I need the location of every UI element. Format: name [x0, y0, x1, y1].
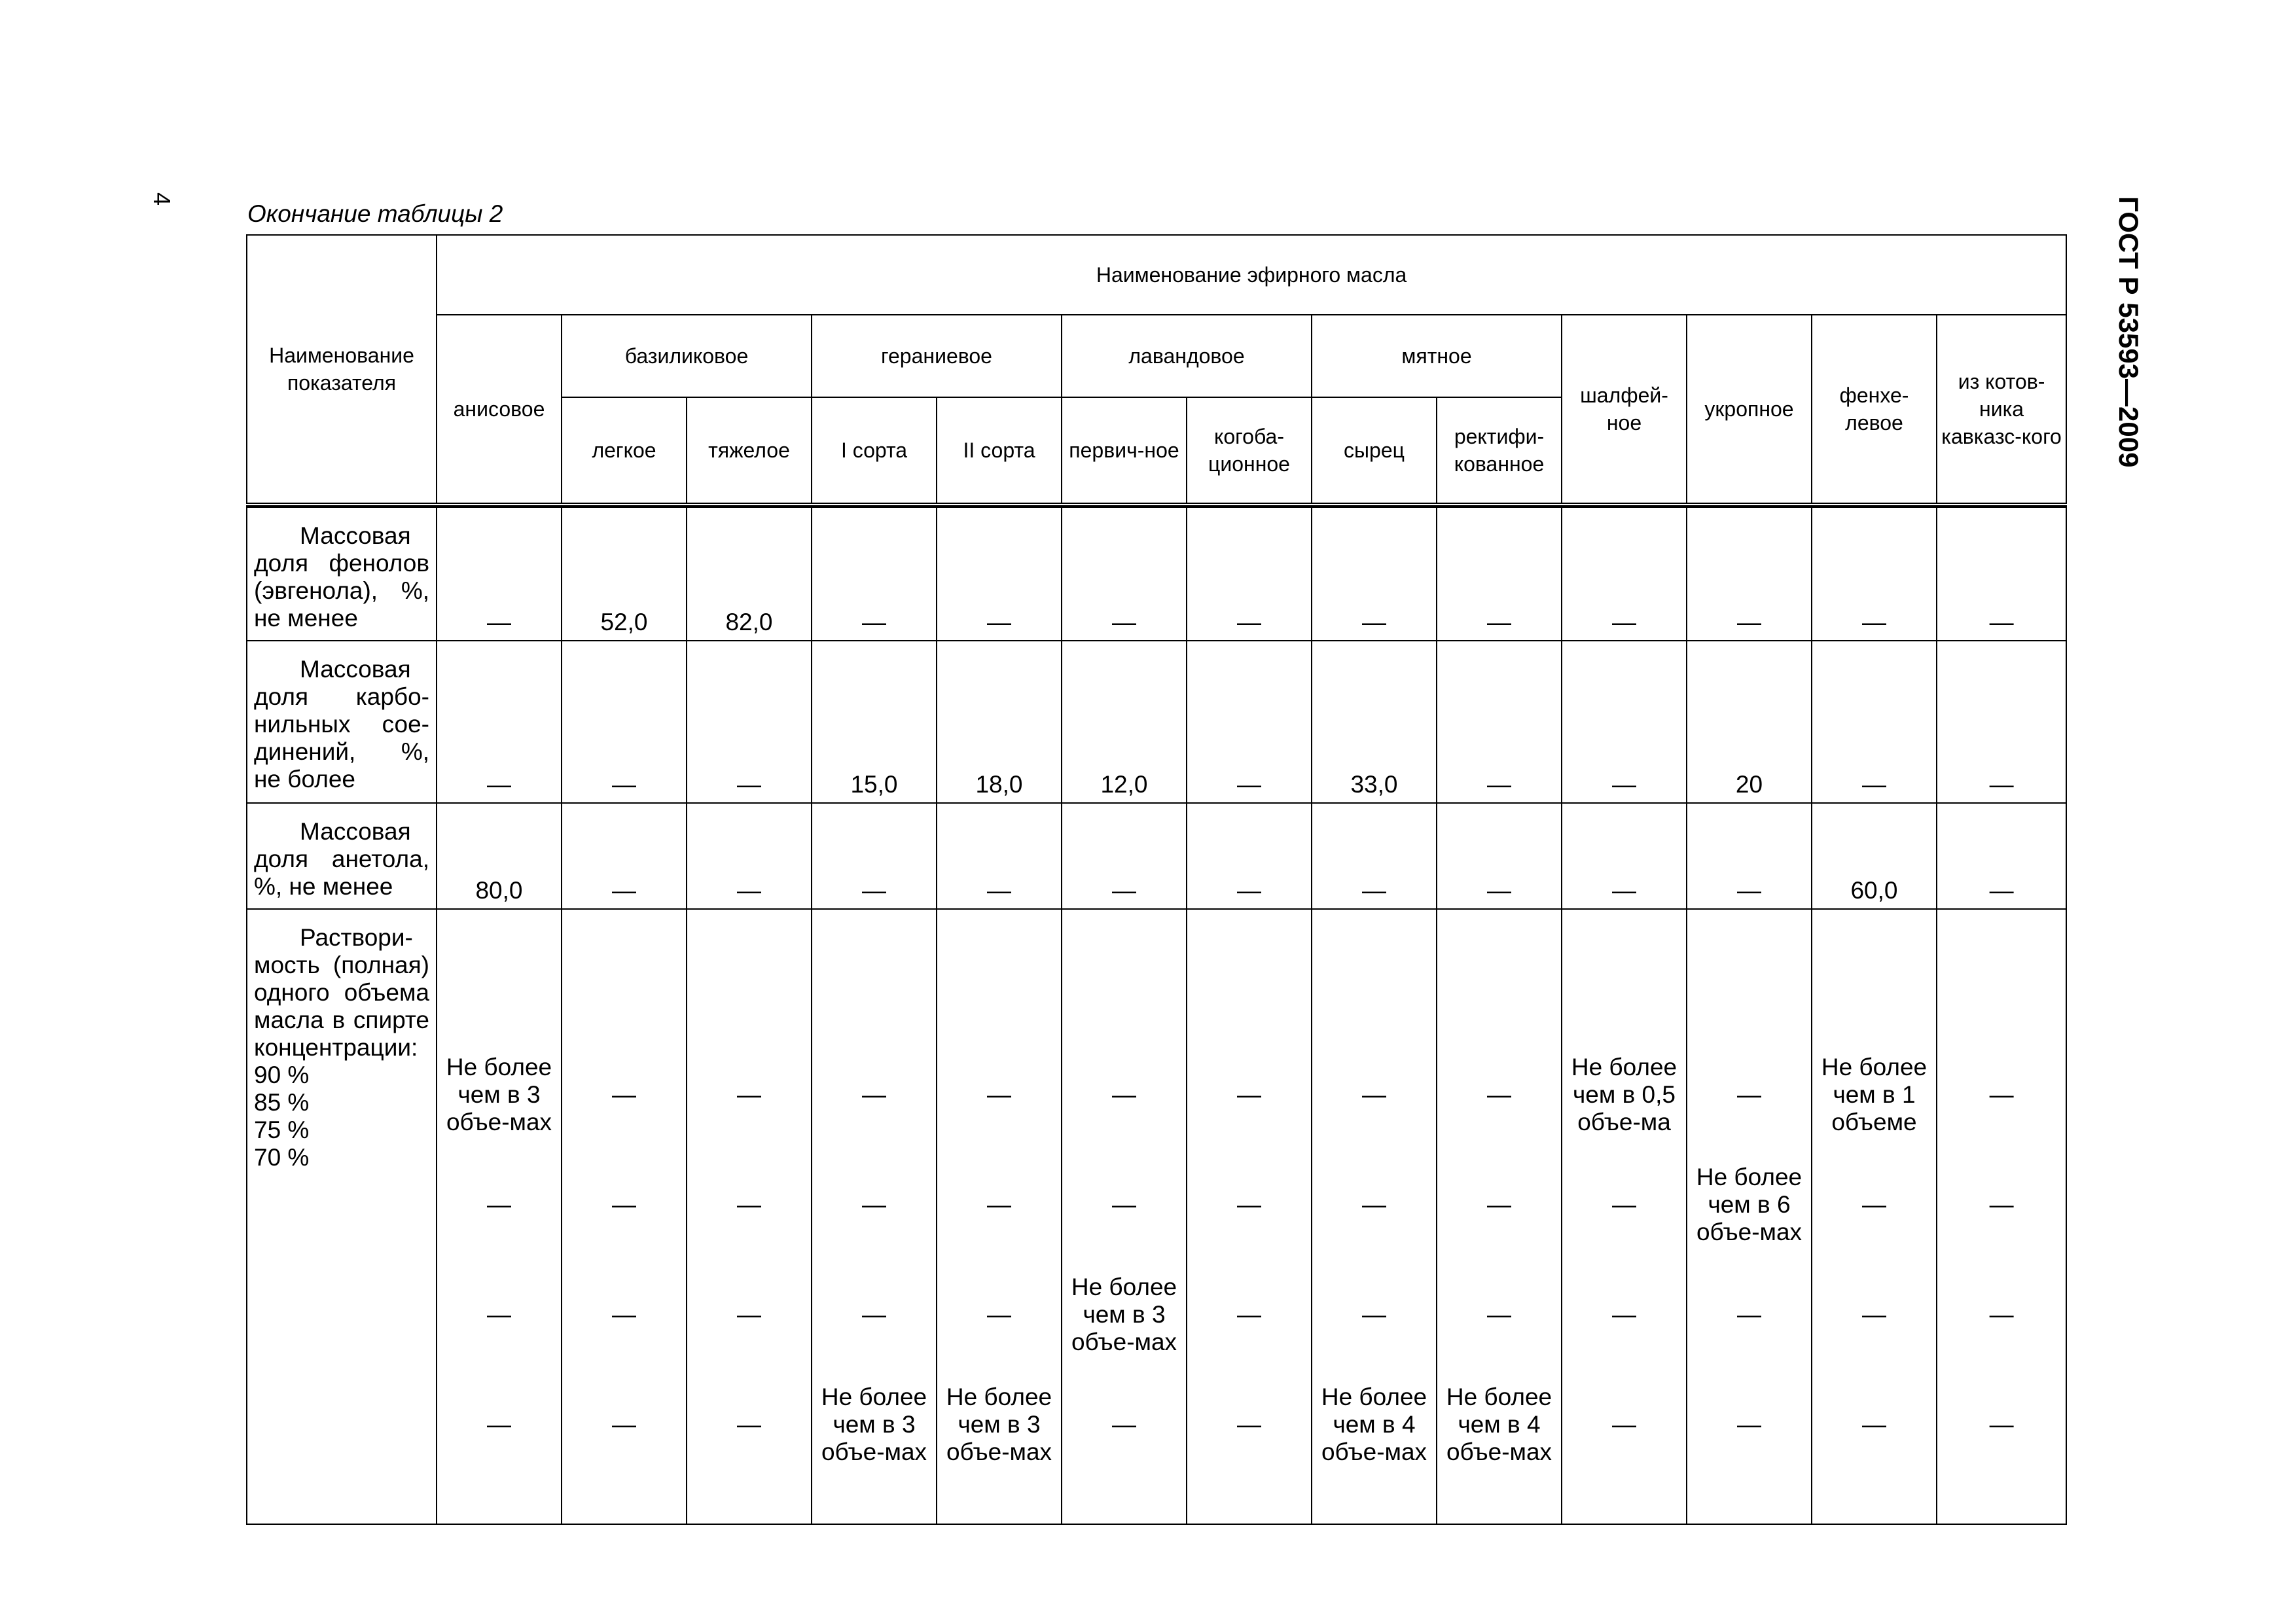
- indicator-name-line: не менее: [254, 605, 358, 632]
- value-cell: 82,0: [687, 507, 812, 641]
- empty-dash: —: [862, 1081, 886, 1108]
- indicator-name-line: %, не менее: [254, 873, 393, 900]
- empty-dash: —: [1112, 1411, 1136, 1438]
- value-cell: 60,0: [1812, 803, 1937, 909]
- value-cell: —: [1937, 641, 2066, 803]
- solubility-cell: [1187, 909, 1312, 1524]
- empty-dash: —: [1862, 1191, 1886, 1218]
- empty-dash: —: [862, 1191, 886, 1218]
- empty-dash: —: [1112, 1081, 1136, 1108]
- header-geranium: гераниевое: [812, 315, 1062, 397]
- standard-code: ГОСТ Р 53593—2009: [2113, 196, 2144, 468]
- value-cell: —: [1187, 507, 1312, 641]
- indicator-name: [247, 641, 437, 803]
- value-cell: —: [1187, 641, 1312, 803]
- value-cell: 20: [1687, 641, 1812, 803]
- value-cell: —: [1062, 507, 1187, 641]
- header-basil-light: легкое: [562, 397, 687, 505]
- value-cell: —: [1562, 507, 1687, 641]
- indicator-name-line: доля карбо-: [254, 683, 429, 710]
- value-cell: 80,0: [437, 803, 562, 909]
- indicator-name-line: концентрации:: [254, 1034, 418, 1061]
- header-anise: анисовое: [437, 315, 562, 505]
- solubility-value: Не более чем в 3 объе-мах: [946, 1383, 1052, 1465]
- empty-dash: —: [987, 1191, 1011, 1218]
- empty-dash: —: [1737, 1301, 1761, 1328]
- empty-dash: —: [1487, 1301, 1511, 1328]
- indicator-name: [247, 803, 437, 909]
- indicator-name-line: мость (полная): [254, 952, 429, 978]
- value-cell: —: [687, 803, 812, 909]
- header-row-1: [247, 235, 2066, 315]
- value-cell: —: [812, 507, 937, 641]
- value-cell: —: [937, 507, 1062, 641]
- header-fennel: фенхе-левое: [1812, 315, 1937, 505]
- empty-dash: —: [987, 1301, 1011, 1328]
- empty-dash: —: [737, 1191, 761, 1218]
- empty-dash: —: [1612, 1301, 1636, 1328]
- header-row-2: [247, 315, 2066, 397]
- empty-dash: —: [1862, 1411, 1886, 1438]
- empty-dash: —: [487, 1301, 511, 1328]
- empty-dash: —: [1612, 1411, 1636, 1438]
- empty-dash: —: [1362, 1191, 1386, 1218]
- empty-dash: —: [487, 1411, 511, 1438]
- value-cell: —: [937, 803, 1062, 909]
- page-number: 4: [149, 192, 175, 206]
- header-sage: шалфей-ное: [1562, 315, 1687, 505]
- solubility-value: Не более чем в 3 объе-мах: [446, 1054, 552, 1135]
- solubility-value: Не более чем в 3 объе-мах: [821, 1383, 927, 1465]
- indicator-name: [247, 507, 437, 641]
- header-lavender-cohob: когоба-ционное: [1187, 397, 1312, 505]
- header-geranium-1: I сорта: [812, 397, 937, 505]
- header-basil-heavy: тяжелое: [687, 397, 812, 505]
- solubility-cell: [812, 909, 937, 1524]
- value-cell: —: [1812, 641, 1937, 803]
- header-geranium-2: II сорта: [937, 397, 1062, 505]
- header-oil-group: Наименование эфирного масла: [437, 235, 2066, 315]
- solubility-value: Не более чем в 6 объе-мах: [1696, 1164, 1803, 1245]
- empty-dash: —: [1362, 1301, 1386, 1328]
- value-cell: —: [1562, 803, 1687, 909]
- empty-dash: —: [1362, 1081, 1386, 1108]
- solubility-cell: [1812, 909, 1937, 1524]
- value-cell: 33,0: [1312, 641, 1437, 803]
- header-mint-raw: сырец: [1312, 397, 1437, 505]
- value-cell: —: [1312, 507, 1437, 641]
- solubility-value: Не более чем в 1 объеме: [1821, 1054, 1928, 1135]
- value-cell: —: [1687, 507, 1812, 641]
- indicator-name-line: масла в спирте: [254, 1007, 429, 1033]
- empty-dash: —: [1237, 1301, 1261, 1328]
- header-dill: укропное: [1687, 315, 1812, 505]
- empty-dash: —: [737, 1081, 761, 1108]
- indicator-name-line: Массовая: [300, 656, 411, 683]
- empty-dash: —: [1989, 1081, 2014, 1108]
- concentration-label: 75 %: [254, 1116, 310, 1143]
- header-lavender-primary: первич-ное: [1062, 397, 1187, 505]
- row-phenols: [247, 507, 2066, 641]
- empty-dash: —: [1737, 1411, 1761, 1438]
- value-cell: 15,0: [812, 641, 937, 803]
- empty-dash: —: [612, 1081, 636, 1108]
- value-cell: —: [1937, 507, 2066, 641]
- value-cell: —: [1437, 803, 1562, 909]
- empty-dash: —: [1989, 1191, 2014, 1218]
- empty-dash: —: [1237, 1411, 1261, 1438]
- value-cell: —: [562, 641, 687, 803]
- solubility-cell: [1562, 909, 1687, 1524]
- value-cell: 12,0: [1062, 641, 1187, 803]
- header-basil: базиликовое: [562, 315, 812, 397]
- value-cell: —: [562, 803, 687, 909]
- empty-dash: —: [1487, 1081, 1511, 1108]
- value-cell: —: [1687, 803, 1812, 909]
- concentration-label: 70 %: [254, 1144, 310, 1171]
- empty-dash: —: [612, 1301, 636, 1328]
- value-cell: —: [1437, 507, 1562, 641]
- row-solubility: [247, 909, 2066, 1524]
- solubility-cell: [687, 909, 812, 1524]
- row-carbonyl: [247, 641, 2066, 803]
- table-caption: Окончание таблицы 2: [247, 200, 503, 227]
- indicator-name-line: доля анетола,: [254, 846, 429, 872]
- value-cell: —: [1187, 803, 1312, 909]
- solubility-cell: [937, 909, 1062, 1524]
- empty-dash: —: [1237, 1191, 1261, 1218]
- value-cell: —: [437, 507, 562, 641]
- solubility-cell: [437, 909, 562, 1524]
- indicator-name-line: Массовая: [300, 818, 411, 845]
- solubility-cell: [1437, 909, 1562, 1524]
- header-mint-rect: ректифи-кованное: [1437, 397, 1562, 505]
- header-indicator: Наименование показателя: [247, 235, 437, 505]
- indicator-name-line: (эвгенола), %,: [254, 577, 429, 604]
- solubility-value: Не более чем в 0,5 объе-ма: [1571, 1054, 1677, 1135]
- empty-dash: —: [1989, 1301, 2014, 1328]
- solubility-cell: [1312, 909, 1437, 1524]
- empty-dash: —: [487, 1191, 511, 1218]
- header-cotoneaster: из котов-ника кавказс-кого: [1937, 315, 2066, 505]
- value-cell: —: [1812, 507, 1937, 641]
- solubility-cell: [1062, 909, 1187, 1524]
- concentration-label: 90 %: [254, 1061, 310, 1088]
- empty-dash: —: [737, 1411, 761, 1438]
- solubility-value: Не более чем в 3 объе-мах: [1071, 1274, 1177, 1355]
- value-cell: —: [1937, 803, 2066, 909]
- solubility-cell: [1687, 909, 1812, 1524]
- empty-dash: —: [612, 1411, 636, 1438]
- header-mint: мятное: [1312, 315, 1562, 397]
- value-cell: 18,0: [937, 641, 1062, 803]
- indicator-name-line: динений, %,: [254, 738, 429, 765]
- value-cell: —: [1062, 803, 1187, 909]
- value-cell: —: [687, 641, 812, 803]
- value-cell: —: [1437, 641, 1562, 803]
- concentration-label: 85 %: [254, 1089, 310, 1116]
- solubility-value: Не более чем в 4 объе-мах: [1321, 1383, 1427, 1465]
- empty-dash: —: [862, 1301, 886, 1328]
- empty-dash: —: [612, 1191, 636, 1218]
- empty-dash: —: [987, 1081, 1011, 1108]
- empty-dash: —: [1487, 1191, 1511, 1218]
- solubility-cell: [1937, 909, 2066, 1524]
- row-anethole: [247, 803, 2066, 909]
- empty-dash: —: [1112, 1191, 1136, 1218]
- header-lavender: лавандовое: [1062, 315, 1312, 397]
- empty-dash: —: [1862, 1301, 1886, 1328]
- value-cell: —: [1312, 803, 1437, 909]
- indicator-name-line: не более: [254, 766, 355, 793]
- indicator-name-line: Массовая: [300, 522, 411, 549]
- empty-dash: —: [737, 1301, 761, 1328]
- empty-dash: —: [1612, 1191, 1636, 1218]
- essential-oils-table: [246, 234, 2067, 1525]
- empty-dash: —: [1237, 1081, 1261, 1108]
- solubility-value: Не более чем в 4 объе-мах: [1446, 1383, 1552, 1465]
- indicator-name-line: доля фенолов: [254, 550, 429, 577]
- solubility-cell: [562, 909, 687, 1524]
- indicator-name-line: одного объема: [254, 979, 429, 1006]
- indicator-name-line: нильных сое-: [254, 711, 429, 738]
- indicator-name: [247, 909, 437, 1524]
- value-cell: —: [1562, 641, 1687, 803]
- empty-dash: —: [1989, 1411, 2014, 1438]
- value-cell: —: [812, 803, 937, 909]
- value-cell: —: [437, 641, 562, 803]
- empty-dash: —: [1737, 1081, 1761, 1108]
- value-cell: 52,0: [562, 507, 687, 641]
- indicator-name-line: Раствори-: [300, 924, 413, 951]
